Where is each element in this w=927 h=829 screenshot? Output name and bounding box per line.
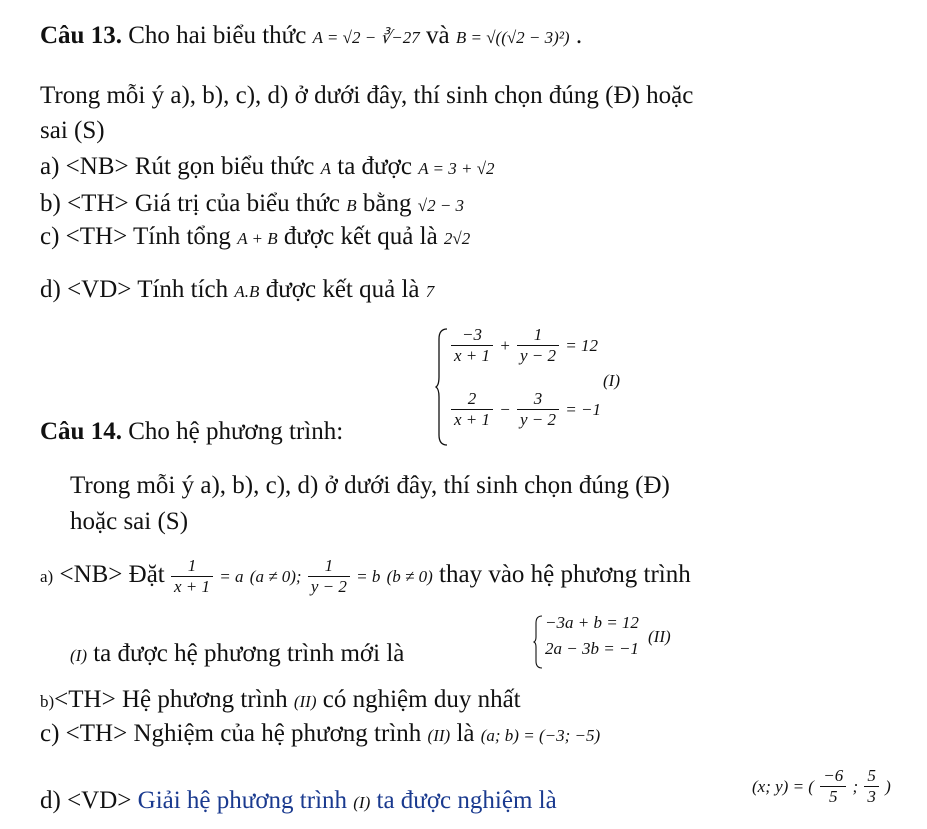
q13-b-math: √2 − 3 xyxy=(417,196,465,215)
q13-title: Câu 13. xyxy=(40,22,122,49)
q13-instr-1: Trong mỗi ý a), b), c), d) ở dưới đây, thí sinh chọn đúng (Đ) hoặc xyxy=(40,82,694,109)
q13-c-var: A + B xyxy=(237,229,278,248)
q13-b-text: Giá trị của biểu thức xyxy=(134,190,340,217)
q14-intro: Cho hệ phương trình: xyxy=(128,418,344,445)
q13-d-text: Tính tích xyxy=(137,276,229,303)
q14-system xyxy=(435,325,665,450)
q13-and: và xyxy=(425,22,450,49)
q14-d-text: Giải hệ phương trình xyxy=(137,787,348,814)
q13-expr-b: B = √((√2 − 3)²) xyxy=(455,28,570,47)
q13-b-text2: bằng xyxy=(362,190,412,217)
q13-d-math: 7 xyxy=(425,282,435,301)
q13-a-label: a) <NB> xyxy=(40,153,129,180)
q14-b-text2: có nghiệm duy nhất xyxy=(322,686,521,713)
q13-a-text2: ta được xyxy=(337,153,412,180)
q13-instr-2: sai (S) xyxy=(40,117,105,144)
q13-expr-a: A = √2 − ∛−27 xyxy=(312,28,420,47)
q13-b-label: b) <TH> xyxy=(40,190,129,217)
q14-a-text2: thay vào hệ phương trình xyxy=(439,560,691,588)
q14-c-text: Nghiệm của hệ phương trình xyxy=(133,720,422,747)
q14-a-text: Đặt xyxy=(128,560,165,588)
q13-line-1 xyxy=(40,22,582,51)
q14-sys-row-2: $\frac{2}{x + 1}$ − $\frac{3}{y - 2}$ = −1 xyxy=(451,389,601,430)
q13-item-c xyxy=(40,223,470,252)
q14-d-text2: ta được nghiệm là xyxy=(376,787,557,814)
q14-item-a-cont: (I) ta được hệ phương trình mới là xyxy=(70,640,405,667)
q13-a-var: A xyxy=(320,159,332,178)
q14-item-b: b)<TH> Hệ phương trình (II) có nghiệm duy nhất xyxy=(40,686,521,713)
q14-item-d: d) <VD> Giải hệ phương trình (I) ta được nghiệm là xyxy=(40,787,557,814)
q14-c-math: (a; b) = (−3; −5) xyxy=(480,726,601,745)
q14-item-c: c) <TH> Nghiệm của hệ phương trình (II) là (a; b) = (−3; −5) xyxy=(40,720,601,747)
q13-a-text: Rút gọn biểu thức xyxy=(134,153,315,180)
q14-brace-icon xyxy=(435,327,449,447)
q13-c-label: c) <TH> xyxy=(40,223,128,250)
q13-intro: Cho hai biểu thức xyxy=(128,22,307,49)
q13-a-math: A = 3 + √2 xyxy=(418,159,495,178)
q13-c-text2: được kết quả là xyxy=(283,223,438,250)
q14-sys-tag: (I) xyxy=(603,371,620,390)
q14-b-text: Hệ phương trình xyxy=(121,686,288,713)
q14-item-a: a) <NB> Đặt $\frac{1}{x + 1}$ = a (a ≠ 0); $\frac{1}{y - 2}$ = b (b ≠ 0) thay vào hệ phương trình xyxy=(40,556,691,596)
q13-item-d xyxy=(40,276,434,305)
q14-title: Câu 14. xyxy=(40,418,122,445)
q13-c-math: 2√2 xyxy=(443,229,471,248)
q13-d-label: d) <VD> xyxy=(40,276,132,303)
q14-sys-row-1: $\frac{-3}{x + 1}$ + $\frac{1}{y - 2}$ = 12 xyxy=(451,325,598,366)
q13-b-var: B xyxy=(346,196,357,215)
q14-instr-2: hoặc sai (S) xyxy=(70,508,189,535)
q13-item-b xyxy=(40,190,464,219)
q14-instr-1: Trong mỗi ý a), b), c), d) ở dưới đây, thí sinh chọn đúng (Đ) xyxy=(70,472,670,499)
q13-item-a xyxy=(40,153,495,182)
q14-d-math: (x; y) = ( $\frac{-6}{5}$ ; $\frac{5}{3}$ ) xyxy=(752,766,891,806)
q13-d-text2: được kết quả là xyxy=(265,276,420,303)
q13-c-text: Tính tổng xyxy=(133,223,231,250)
q14-c-label: c) <TH> xyxy=(40,720,128,747)
q14-line-1 xyxy=(40,418,343,447)
q14-d-label: d) <VD> xyxy=(40,787,132,814)
q13-d-var: A.B xyxy=(234,282,260,301)
q13-dot: . xyxy=(575,22,583,49)
q14-a-brace-icon xyxy=(533,615,543,669)
